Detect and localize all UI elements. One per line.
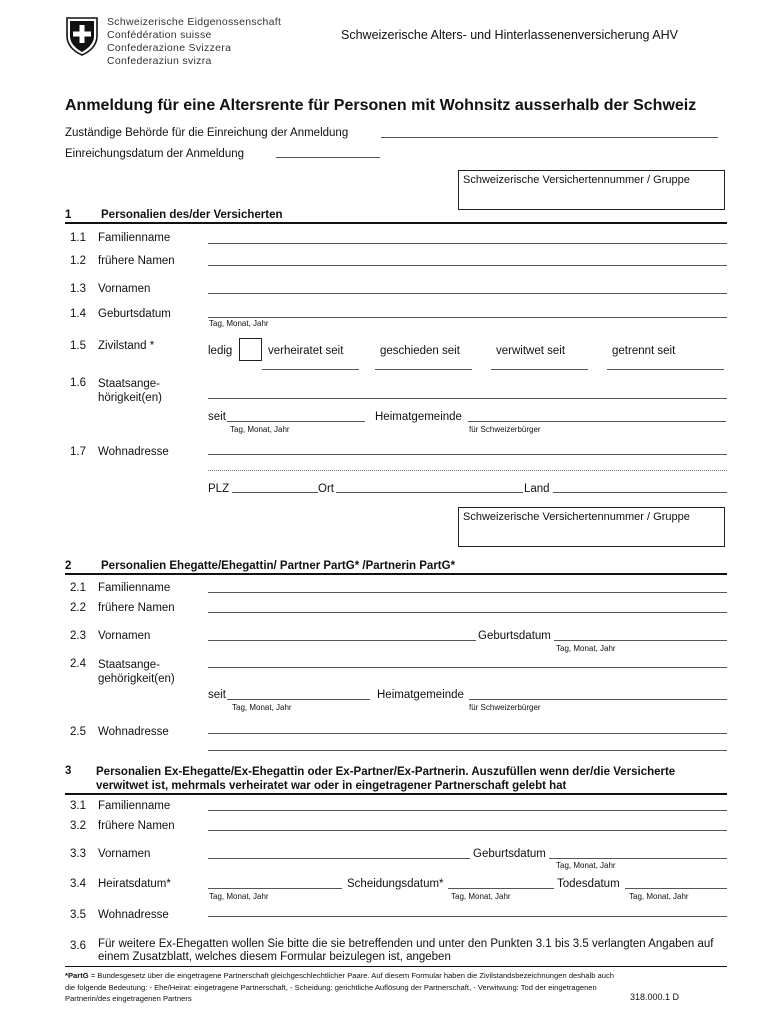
date-format-hint: Tag, Monat, Jahr — [230, 425, 290, 434]
home-municipality-label: Heimatgemeinde — [375, 411, 462, 423]
row-number: 2.3 — [70, 630, 86, 642]
since-label: seit — [208, 411, 226, 423]
additional-ex-spouses-note: Für weitere Ex-Ehegatten wollen Sie bitte die sie betreffenden und unter den Punkten 3.1 bis 3.5 verlangten Angaben auf einem Zusatzblatt, welches diesem Formular beizulegen ist, angeben — [98, 938, 714, 963]
divorce-date-field[interactable] — [448, 888, 554, 889]
row-number: 3.2 — [70, 820, 86, 832]
civil-status-widowed: verwitwet seit — [496, 345, 566, 357]
section1-number: 1 — [65, 209, 72, 221]
birth-date-label: Geburtsdatum — [98, 308, 171, 320]
death-date-label: Todesdatum — [557, 878, 620, 890]
spouse-birth-date-label: Geburtsdatum — [478, 630, 551, 642]
footnote-text: = Bundesgesetz über die eingetragene Partnerschaft gleichgeschlechtlicher Paare. Auf diesem Formular haben die Zivilstandsbezeichnungen deshalb auch die folgende Bedeutung: - Ehe/Heirat: eingetragene Partnerschaft, - Scheidung: gerichtliche Auflösung der Partnerschaft, - Verwitwung: Tod der eingetragenen Partnerin/des eingetragenen Partners — [65, 971, 614, 1003]
death-date-field[interactable] — [625, 888, 727, 889]
spouse-first-names-label: Vornamen — [98, 630, 151, 642]
row-number: 3.6 — [70, 940, 86, 952]
date-format-hint: Tag, Monat, Jahr — [209, 319, 269, 328]
ex-family-name-label: Familienname — [98, 800, 171, 812]
row-number: 2.4 — [70, 658, 86, 670]
city-field[interactable] — [336, 492, 523, 493]
row-number: 1.5 — [70, 340, 86, 352]
date-format-hint: Tag, Monat, Jahr — [451, 892, 511, 901]
ex-former-names-label: frühere Namen — [98, 820, 175, 832]
spouse-nationality-since-field[interactable] — [227, 699, 370, 700]
family-name-label: Familienname — [98, 232, 171, 244]
section3-divider — [65, 793, 727, 795]
country-label: Land — [524, 483, 550, 495]
section2-title: Personalien Ehegatte/Ehegattin/ Partner PartG* /Partnerin PartG* — [101, 560, 456, 572]
submission-date-label: Einreichungsdatum der Anmeldung — [65, 148, 245, 160]
section3-number: 3 — [65, 765, 72, 777]
insurance-number-box[interactable] — [458, 170, 725, 210]
form-number: 318.000.1 D — [630, 992, 680, 1002]
section1-title: Personalien des/der Versicherten — [101, 209, 283, 221]
date-format-hint: Tag, Monat, Jahr — [232, 703, 292, 712]
authority-field[interactable] — [381, 137, 718, 138]
date-format-hint: Tag, Monat, Jahr — [556, 861, 616, 870]
spouse-home-municipality-field[interactable] — [469, 699, 727, 700]
row-number: 3.1 — [70, 800, 86, 812]
authority-label: Zuständige Behörde für die Einreichung der Anmeldung — [65, 127, 349, 139]
ex-address-line-1[interactable] — [208, 916, 727, 917]
city-label: Ort — [318, 483, 334, 495]
row-number: 1.2 — [70, 255, 86, 267]
spouse-address-line-2[interactable] — [208, 750, 727, 751]
spouse-address-line-1[interactable] — [208, 733, 727, 734]
swiss-coat-of-arms-icon — [65, 16, 99, 56]
row-number: 1.4 — [70, 308, 86, 320]
former-names-label: frühere Namen — [98, 255, 175, 267]
citizens-hint: für Schweizerbürger — [469, 425, 541, 434]
row-number: 3.4 — [70, 878, 86, 890]
agency-name: Schweizerische Alters- und Hinterlassenenversicherung AHV — [341, 28, 678, 42]
first-names-label: Vornamen — [98, 283, 151, 295]
date-format-hint: Tag, Monat, Jahr — [556, 644, 616, 653]
spouse-family-name-field[interactable] — [208, 592, 727, 593]
civil-status-married: verheiratet seit — [268, 345, 344, 357]
first-names-field[interactable] — [208, 293, 727, 294]
spouse-nationality-field[interactable] — [208, 667, 727, 668]
row-number: 2.2 — [70, 602, 86, 614]
address-line-2[interactable] — [208, 470, 727, 471]
ex-birth-date-label: Geburtsdatum — [473, 848, 546, 860]
address-line-1[interactable] — [208, 454, 727, 455]
insurance-number-label: Schweizerische Versichertennummer / Gruppe — [463, 174, 690, 186]
section2-number: 2 — [65, 560, 72, 572]
dept-line-1: Schweizerische Eidgenossenschaft — [107, 16, 282, 28]
spouse-nationality-label: Staatsange- gehörigkeit(en) — [98, 659, 175, 685]
marriage-date-label: Heiratsdatum* — [98, 878, 171, 890]
footnote-marker: *PartG — [65, 971, 89, 980]
widowed-since-field[interactable] — [491, 369, 588, 370]
section2-divider — [65, 573, 727, 575]
spouse-first-names-field[interactable] — [208, 640, 476, 641]
ex-family-name-field[interactable] — [208, 810, 727, 811]
spouse-former-names-label: frühere Namen — [98, 602, 175, 614]
row-number: 3.5 — [70, 909, 86, 921]
nationality-label: Staatsange- hörigkeit(en) — [98, 378, 162, 404]
country-field[interactable] — [553, 492, 727, 493]
civil-status-label: Zivilstand * — [98, 340, 155, 352]
single-checkbox[interactable] — [239, 338, 262, 361]
insurance-number-label: Schweizerische Versichertennummer / Gruppe — [463, 511, 690, 523]
nationality-field[interactable] — [208, 398, 727, 399]
insurance-number-box[interactable] — [458, 507, 725, 547]
civil-status-divorced: geschieden seit — [380, 345, 460, 357]
postal-code-field[interactable] — [232, 492, 318, 493]
ex-former-names-field[interactable] — [208, 830, 727, 831]
postal-code-label: PLZ — [208, 483, 230, 495]
spouse-family-name-label: Familienname — [98, 582, 171, 594]
nationality-since-field[interactable] — [227, 421, 365, 422]
date-format-hint: Tag, Monat, Jahr — [209, 892, 269, 901]
spouse-birth-date-field[interactable] — [554, 640, 727, 641]
section1-divider — [65, 222, 727, 224]
footnote-divider — [65, 966, 727, 967]
citizens-hint: für Schweizerbürger — [469, 703, 541, 712]
divorced-since-field[interactable] — [375, 369, 472, 370]
dept-line-2: Confédération suisse — [107, 29, 212, 41]
spouse-former-names-field[interactable] — [208, 612, 727, 613]
dept-line-3: Confederazione Svizzera — [107, 42, 232, 54]
page-title: Anmeldung für eine Altersrente für Personen mit Wohnsitz ausserhalb der Schweiz — [65, 97, 697, 114]
row-number: 1.3 — [70, 283, 86, 295]
section3-title: Personalien Ex-Ehegatte/Ex-Ehegattin oder Ex-Partner/Ex-Partnerin. Auszufüllen wenn der/die Versicherte verwitwet ist, mehrmals verheiratet war oder in eingetragener Partnerschaft gelebt hat — [96, 766, 676, 792]
spouse-home-municipality-label: Heimatgemeinde — [377, 689, 464, 701]
row-number: 2.5 — [70, 726, 86, 738]
separated-since-field[interactable] — [607, 369, 724, 370]
footnote — [65, 970, 614, 1005]
home-municipality-field[interactable] — [468, 421, 726, 422]
address-label: Wohnadresse — [98, 446, 169, 458]
since-label: seit — [208, 689, 226, 701]
divorce-date-label: Scheidungsdatum* — [347, 878, 444, 890]
row-number: 1.7 — [70, 446, 86, 458]
date-format-hint: Tag, Monat, Jahr — [629, 892, 689, 901]
submission-date-field[interactable] — [276, 157, 380, 158]
former-names-field[interactable] — [208, 265, 727, 266]
row-number: 3.3 — [70, 848, 86, 860]
row-number: 1.1 — [70, 232, 86, 244]
ex-first-names-field[interactable] — [208, 858, 470, 859]
row-number: 1.6 — [70, 377, 86, 389]
spouse-address-label: Wohnadresse — [98, 726, 169, 738]
ex-address-label: Wohnadresse — [98, 909, 169, 921]
row-number: 2.1 — [70, 582, 86, 594]
family-name-field[interactable] — [208, 243, 727, 244]
ex-first-names-label: Vornamen — [98, 848, 151, 860]
birth-date-field[interactable] — [208, 317, 727, 318]
dept-line-4: Confederaziun svizra — [107, 55, 212, 67]
civil-status-single: ledig — [208, 345, 233, 357]
ex-birth-date-field[interactable] — [549, 858, 727, 859]
marriage-date-field[interactable] — [208, 888, 342, 889]
civil-status-separated: getrennt seit — [612, 345, 676, 357]
married-since-field[interactable] — [262, 369, 359, 370]
